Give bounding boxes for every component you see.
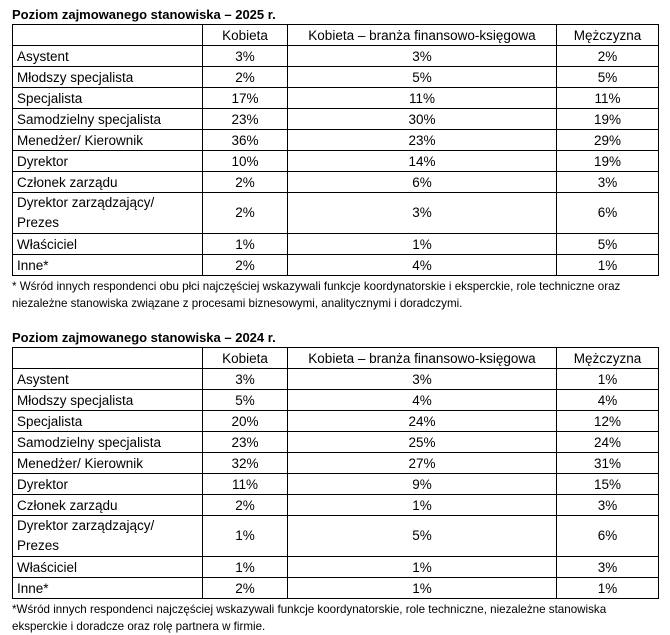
- table-row: [13, 474, 659, 495]
- value-cell: 3%: [557, 172, 659, 193]
- table-row: [13, 46, 659, 67]
- table-row: [13, 495, 659, 516]
- value-cell: 11%: [288, 88, 557, 109]
- footnote: * Wśród innych respondenci obu płci najczęściej wskazywali funkcje koordynatorskie i eksperckie, role techniczne oraz niezależne stanowiska związane z procesami biznesowymi, analitycznymi i doradczymi.: [12, 280, 621, 310]
- table-title: Poziom zajmowanego stanowiska – 2025 r.: [12, 7, 276, 22]
- value-cell: 5%: [288, 67, 557, 88]
- value-cell: 4%: [557, 390, 659, 411]
- value-cell: 30%: [288, 109, 557, 130]
- value-cell: 1%: [288, 578, 557, 599]
- header-cell-blank: [13, 25, 203, 46]
- data-table: [12, 24, 659, 276]
- value-cell: 19%: [557, 151, 659, 172]
- table-section-2025: [12, 6, 658, 312]
- row-label-cell: Menedżer/ Kierownik: [13, 130, 203, 151]
- value-cell: 20%: [203, 411, 288, 432]
- value-cell: 32%: [203, 453, 288, 474]
- table-row: [13, 172, 659, 193]
- value-cell: 3%: [203, 369, 288, 390]
- row-label-cell: Członek zarządu: [13, 495, 203, 516]
- table-row: [13, 151, 659, 172]
- row-label-cell: Właściciel: [13, 234, 203, 255]
- value-cell: 1%: [288, 234, 557, 255]
- value-cell: 1%: [203, 516, 288, 557]
- value-cell: 25%: [288, 432, 557, 453]
- value-cell: 10%: [203, 151, 288, 172]
- value-cell: 2%: [203, 172, 288, 193]
- value-cell: 5%: [203, 390, 288, 411]
- header-cell: Mężczyzna: [557, 25, 659, 46]
- table-row: [13, 390, 659, 411]
- table-section-2024: [12, 329, 658, 635]
- value-cell: 3%: [557, 557, 659, 578]
- row-label-cell: Dyrektor: [13, 151, 203, 172]
- value-cell: 24%: [288, 411, 557, 432]
- value-cell: 27%: [288, 453, 557, 474]
- table-row: [13, 130, 659, 151]
- value-cell: 5%: [288, 516, 557, 557]
- data-table: [12, 347, 659, 599]
- header-row: [13, 348, 659, 369]
- table-row: [13, 557, 659, 578]
- header-cell: Kobieta: [203, 25, 288, 46]
- row-label-cell: Asystent: [13, 369, 203, 390]
- row-label-cell: Inne*: [13, 578, 203, 599]
- value-cell: 36%: [203, 130, 288, 151]
- row-label-cell: Specjalista: [13, 411, 203, 432]
- table-row: [13, 432, 659, 453]
- value-cell: 17%: [203, 88, 288, 109]
- table-row: [13, 67, 659, 88]
- value-cell: 12%: [557, 411, 659, 432]
- row-label-cell: Dyrektor: [13, 474, 203, 495]
- table-row: [13, 578, 659, 599]
- value-cell: 3%: [288, 369, 557, 390]
- table-row: [13, 255, 659, 276]
- value-cell: 2%: [557, 46, 659, 67]
- row-label-cell: Samodzielny specjalista: [13, 109, 203, 130]
- row-label-cell: Młodszy specjalista: [13, 67, 203, 88]
- value-cell: 1%: [557, 255, 659, 276]
- value-cell: 11%: [203, 474, 288, 495]
- value-cell: 1%: [557, 578, 659, 599]
- value-cell: 19%: [557, 109, 659, 130]
- row-label-cell: Menedżer/ Kierownik: [13, 453, 203, 474]
- value-cell: 5%: [557, 234, 659, 255]
- value-cell: 14%: [288, 151, 557, 172]
- table-row: [13, 193, 659, 234]
- row-label-cell: Dyrektor zarządzający/ Prezes: [13, 516, 203, 557]
- value-cell: 23%: [288, 130, 557, 151]
- value-cell: 1%: [203, 234, 288, 255]
- value-cell: 6%: [288, 172, 557, 193]
- value-cell: 3%: [203, 46, 288, 67]
- header-cell: Kobieta – branża finansowo-księgowa: [288, 348, 557, 369]
- value-cell: 29%: [557, 130, 659, 151]
- row-label-cell: Właściciel: [13, 557, 203, 578]
- table-row: [13, 234, 659, 255]
- value-cell: 1%: [203, 557, 288, 578]
- table-row: [13, 369, 659, 390]
- header-cell-blank: [13, 348, 203, 369]
- table-row: [13, 453, 659, 474]
- value-cell: 1%: [288, 557, 557, 578]
- row-label-cell: Młodszy specjalista: [13, 390, 203, 411]
- value-cell: 1%: [288, 495, 557, 516]
- value-cell: 23%: [203, 109, 288, 130]
- value-cell: 11%: [557, 88, 659, 109]
- value-cell: 9%: [288, 474, 557, 495]
- value-cell: 2%: [203, 495, 288, 516]
- value-cell: 4%: [288, 255, 557, 276]
- value-cell: 6%: [557, 193, 659, 234]
- value-cell: 3%: [288, 193, 557, 234]
- row-label-cell: Samodzielny specjalista: [13, 432, 203, 453]
- header-cell: Kobieta – branża finansowo-księgowa: [288, 25, 557, 46]
- row-label-cell: Dyrektor zarządzający/ Prezes: [13, 193, 203, 234]
- value-cell: 2%: [203, 255, 288, 276]
- header-cell: Kobieta: [203, 348, 288, 369]
- header-cell: Mężczyzna: [557, 348, 659, 369]
- value-cell: 5%: [557, 67, 659, 88]
- row-label-cell: Członek zarządu: [13, 172, 203, 193]
- value-cell: 24%: [557, 432, 659, 453]
- table-row: [13, 109, 659, 130]
- value-cell: 2%: [203, 67, 288, 88]
- value-cell: 2%: [203, 193, 288, 234]
- row-label-cell: Asystent: [13, 46, 203, 67]
- table-row: [13, 88, 659, 109]
- value-cell: 3%: [288, 46, 557, 67]
- table-row: [13, 411, 659, 432]
- row-label-cell: Specjalista: [13, 88, 203, 109]
- value-cell: 6%: [557, 516, 659, 557]
- value-cell: 23%: [203, 432, 288, 453]
- table-title: Poziom zajmowanego stanowiska – 2024 r.: [12, 330, 276, 345]
- footnote: *Wśród innych respondenci najczęściej wskazywali funkcje koordynatorskie, role techniczne, niezależne stanowiska eksperckie i doradcze oraz rolę partnera w firmie.: [12, 603, 607, 633]
- header-row: [13, 25, 659, 46]
- value-cell: 4%: [288, 390, 557, 411]
- value-cell: 2%: [203, 578, 288, 599]
- value-cell: 15%: [557, 474, 659, 495]
- row-label-cell: Inne*: [13, 255, 203, 276]
- table-row: [13, 516, 659, 557]
- value-cell: 1%: [557, 369, 659, 390]
- value-cell: 3%: [557, 495, 659, 516]
- value-cell: 31%: [557, 453, 659, 474]
